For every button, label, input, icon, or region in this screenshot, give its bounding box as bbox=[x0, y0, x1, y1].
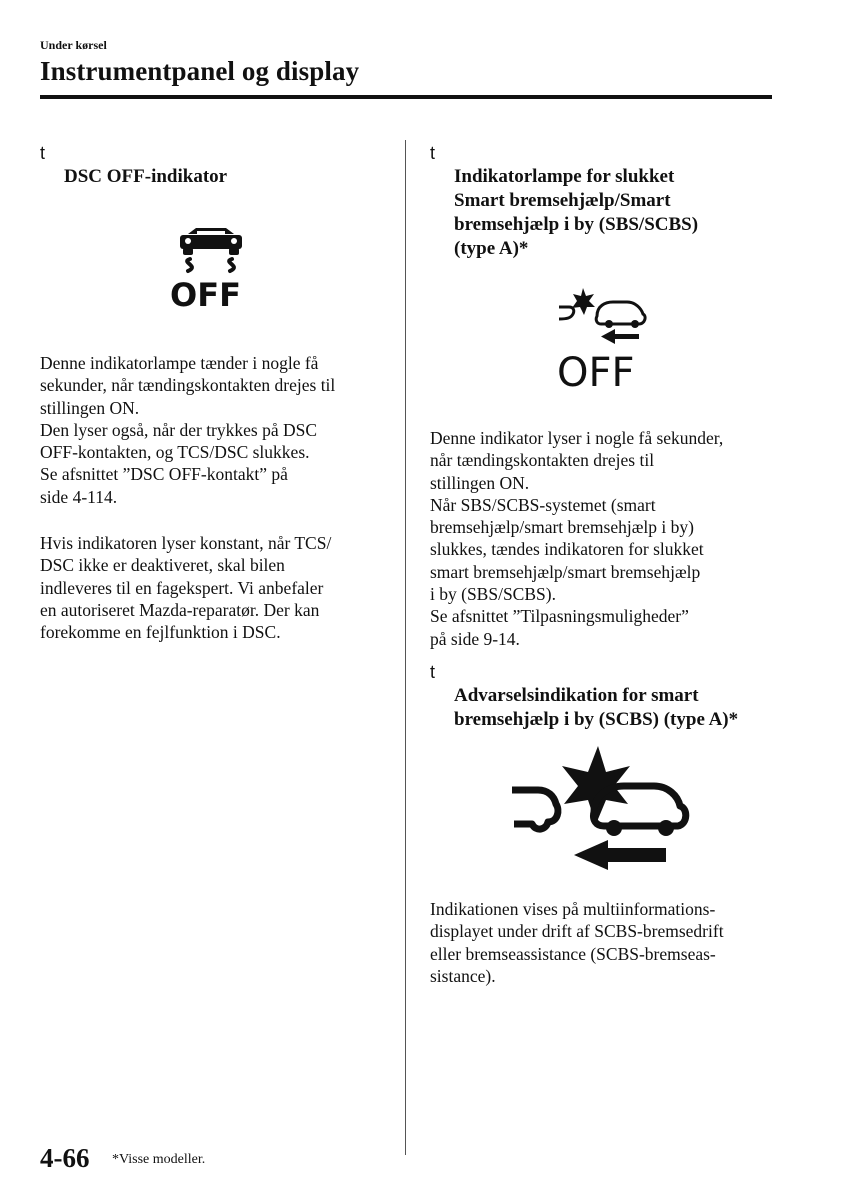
dsc-off-paragraph-1: Denne indikatorlampe tænder i nogle få sekunder, når tændingskontakten drejes til stillingen ON. Den lyser også, når der trykkes på DSC OFF-kontakten, og TCS/DSC slukkes. Se afsnittet ”DSC OFF-kontakt” på side 4-114. bbox=[40, 353, 336, 507]
section-label: Under kørsel bbox=[40, 38, 107, 52]
scbs-warning-icon bbox=[508, 744, 692, 870]
column-divider bbox=[405, 140, 406, 1155]
footnote: *Visse modeller. bbox=[112, 1152, 206, 1167]
bullet-marker: t bbox=[430, 662, 436, 682]
sbs-scbs-off-paragraph: Denne indikator lyser i nogle få sekunder, når tændingskontakten drejes til stillingen ON. Når SBS/SCBS-systemet (smart bremsehjælp/smart bremsehjælp i by) slukkes, tændes indikatoren for slukket smart bremsehjælp/smart bremsehjælp i by (SBS/SCBS). Se afsnittet ”Tilpasningsmuligheder” på side 9-14. bbox=[430, 428, 724, 649]
sbs-scbs-off-heading-text: Indikatorlampe for slukket Smart bremsehjælp/Smart bremsehjælp i by (SBS/SCBS) (type A)* bbox=[454, 166, 699, 259]
dsc-off-heading-text: DSC OFF-indikator bbox=[64, 166, 228, 187]
bullet-marker: t bbox=[430, 143, 436, 163]
scbs-warning-heading-text: Advarselsindikation for smart bremsehjælp i by (SCBS) (type A)* bbox=[454, 685, 739, 730]
dsc-off-icon bbox=[168, 226, 260, 308]
page-number: 4-66 bbox=[40, 1143, 90, 1173]
dsc-off-heading bbox=[40, 141, 227, 189]
sbs-scbs-off-icon-text: OFF bbox=[557, 350, 635, 390]
title-rule bbox=[40, 95, 772, 99]
dsc-off-icon-text: OFF bbox=[170, 276, 241, 308]
scbs-warning-heading bbox=[430, 660, 738, 732]
sbs-scbs-off-icon bbox=[555, 286, 651, 390]
sbs-scbs-off-heading bbox=[430, 141, 698, 261]
bullet-marker: t bbox=[40, 143, 46, 163]
scbs-warning-paragraph: Indikationen vises på multiinformations- displayet under drift af SCBS-bremsedrift eller bremseassistance (SCBS-bremseas- sistance). bbox=[430, 899, 724, 986]
page-title: Instrumentpanel og display bbox=[40, 56, 360, 86]
dsc-off-paragraph-2: Hvis indikatoren lyser konstant, når TCS/ DSC ikke er deaktiveret, skal bilen indleveres til en fagekspert. Vi anbefaler en autoriseret Mazda-reparatør. Der kan forekomme en fejlfunktion i DSC. bbox=[40, 533, 332, 643]
